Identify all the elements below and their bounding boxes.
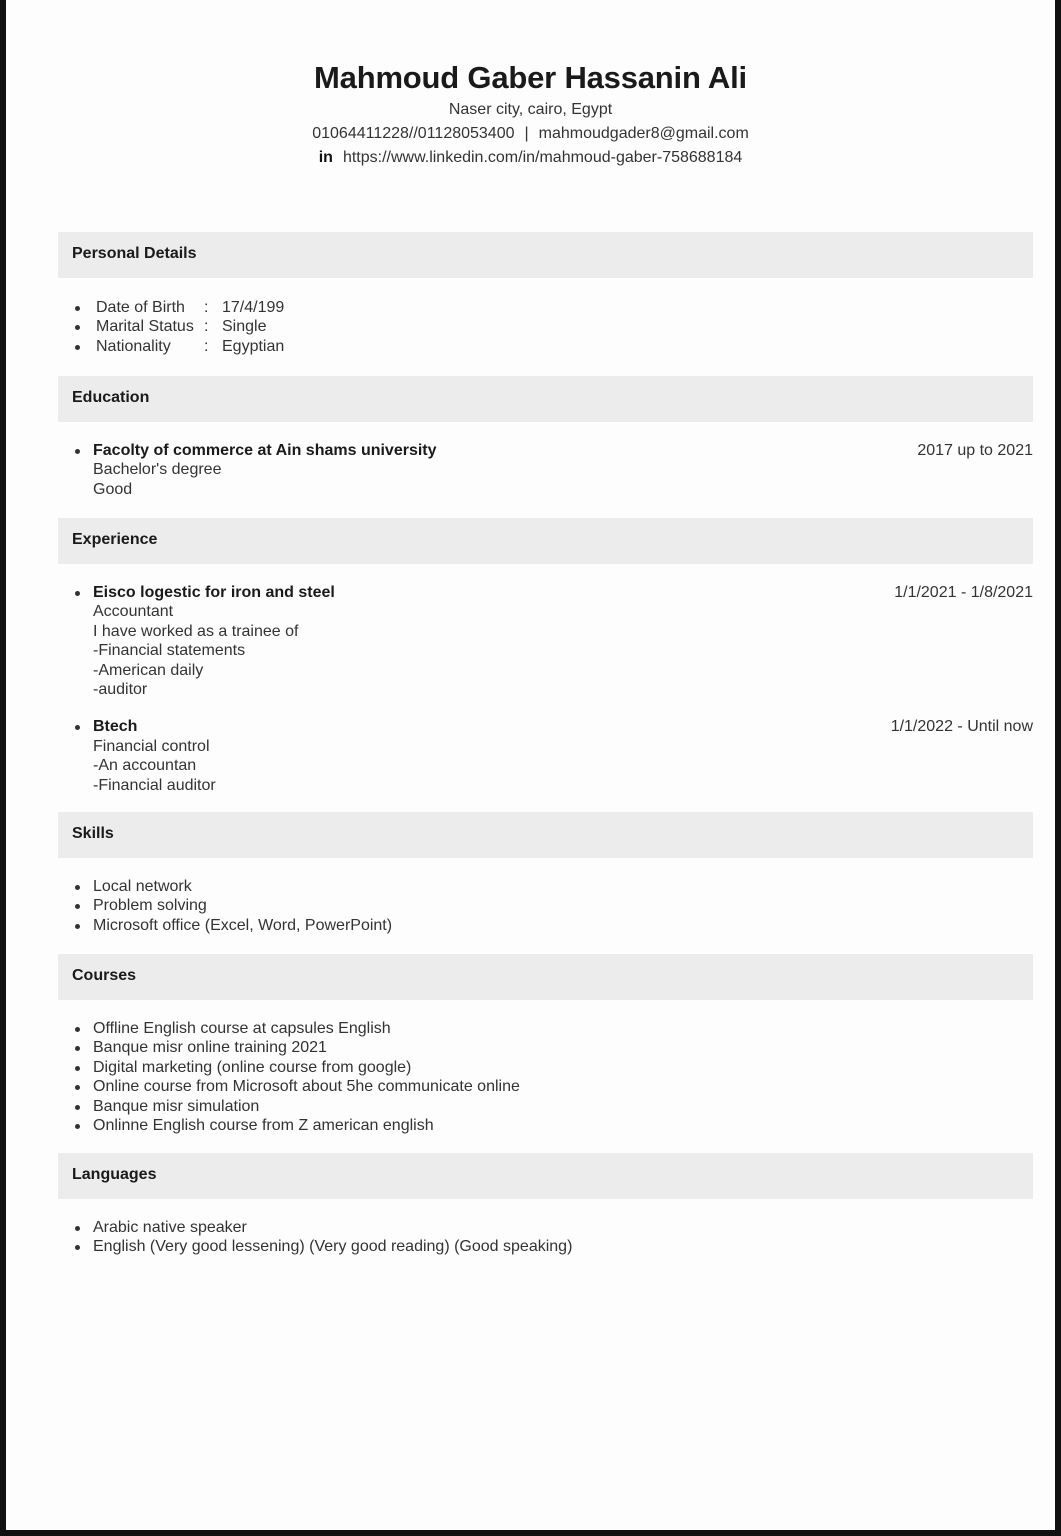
contact-separator: | — [524, 125, 529, 142]
detail-label: Date of Birth — [96, 299, 185, 316]
skill-item: Local network — [58, 877, 1033, 896]
entry-line: Financial control — [93, 737, 210, 755]
course-item: Banque misr online training 2021 — [58, 1038, 1033, 1057]
education-entry — [58, 441, 1033, 499]
course-item: Digital marketing (online course from google) — [58, 1058, 1033, 1077]
phone: 01064411228//01128053400 — [312, 125, 515, 142]
skill-item: Problem solving — [58, 896, 1033, 915]
contact-line — [6, 122, 1055, 146]
linkedin-url[interactable]: https://www.linkedin.com/in/mahmoud-gaber-758688184 — [342, 149, 743, 166]
entry-date: 2017 up to 2021 — [917, 442, 1033, 459]
address: Naser city, cairo, Egypt — [448, 101, 613, 118]
section-title: Languages — [72, 1166, 157, 1183]
entry-line: -Financial auditor — [93, 776, 216, 794]
personal-detail-row: Marital Status : Single — [58, 317, 1033, 336]
detail-label: Nationality — [96, 337, 171, 355]
skill-item: Microsoft office (Excel, Word, PowerPoint) — [58, 916, 1033, 935]
experience-list — [58, 583, 1033, 795]
section-title: Skills — [72, 825, 114, 842]
entry-line: Bachelor's degree — [93, 461, 222, 479]
detail-value: Egyptian — [222, 337, 285, 355]
personal-detail-row: Date of Birth : 17/4/199 — [58, 298, 1033, 317]
linkedin-line — [6, 146, 1055, 170]
entry-line: I have worked as a trainee of — [93, 622, 299, 640]
email[interactable]: mahmoudgader8@gmail.com — [538, 125, 749, 142]
section-personal-details — [58, 232, 1033, 278]
language-item: English (Very good lessening) (Very good reading) (Good speaking) — [58, 1237, 1033, 1256]
linkedin-icon: in — [318, 149, 333, 166]
education-list — [58, 441, 1033, 499]
course-item: Banque misr simulation — [58, 1097, 1033, 1116]
entry-line: -auditor — [93, 681, 148, 699]
skills-list — [58, 877, 1033, 935]
languages-list — [58, 1218, 1033, 1257]
courses-list — [58, 1019, 1033, 1135]
entry-title: Facolty of commerce at Ain shams university — [93, 442, 437, 459]
section-title: Experience — [72, 531, 158, 548]
section-title: Education — [72, 389, 150, 406]
entry-line: -American daily — [93, 661, 204, 679]
section-skills — [58, 812, 1033, 858]
personal-detail-row: Nationality : Egyptian — [58, 337, 1033, 356]
language-item: Arabic native speaker — [58, 1218, 1033, 1237]
course-item: Onlinne English course from Z american english — [58, 1116, 1033, 1135]
section-education — [58, 376, 1033, 422]
entry-line: -An accountan — [93, 757, 197, 775]
resume-page — [6, 0, 1055, 1530]
resume-header — [6, 58, 1055, 170]
entry-title: Btech — [93, 718, 138, 736]
section-experience — [58, 518, 1033, 564]
entry-date: 1/1/2022 - Until now — [890, 718, 1033, 736]
course-item: Offline English course at capsules English — [58, 1019, 1033, 1038]
detail-value: Single — [222, 318, 267, 336]
entry-line: -Financial statements — [93, 642, 246, 660]
course-item: Online course from Microsoft about 5he communicate online — [58, 1077, 1033, 1096]
entry-date: 1/1/2021 - 1/8/2021 — [894, 584, 1033, 601]
entry-line: Good — [93, 480, 133, 498]
section-courses — [58, 954, 1033, 1000]
section-title: Personal Details — [72, 245, 197, 262]
detail-label: Marital Status — [96, 318, 194, 336]
section-title: Courses — [72, 967, 137, 984]
entry-title: Eisco logestic for iron and steel — [93, 584, 335, 601]
section-languages — [58, 1153, 1033, 1199]
candidate-name: Mahmoud Gaber Hassanin Ali — [314, 60, 747, 95]
experience-entry — [58, 583, 1033, 699]
entry-line: Accountant — [93, 603, 174, 621]
experience-entry — [58, 717, 1033, 795]
detail-value: 17/4/199 — [222, 299, 285, 316]
personal-details-list — [58, 298, 1033, 356]
